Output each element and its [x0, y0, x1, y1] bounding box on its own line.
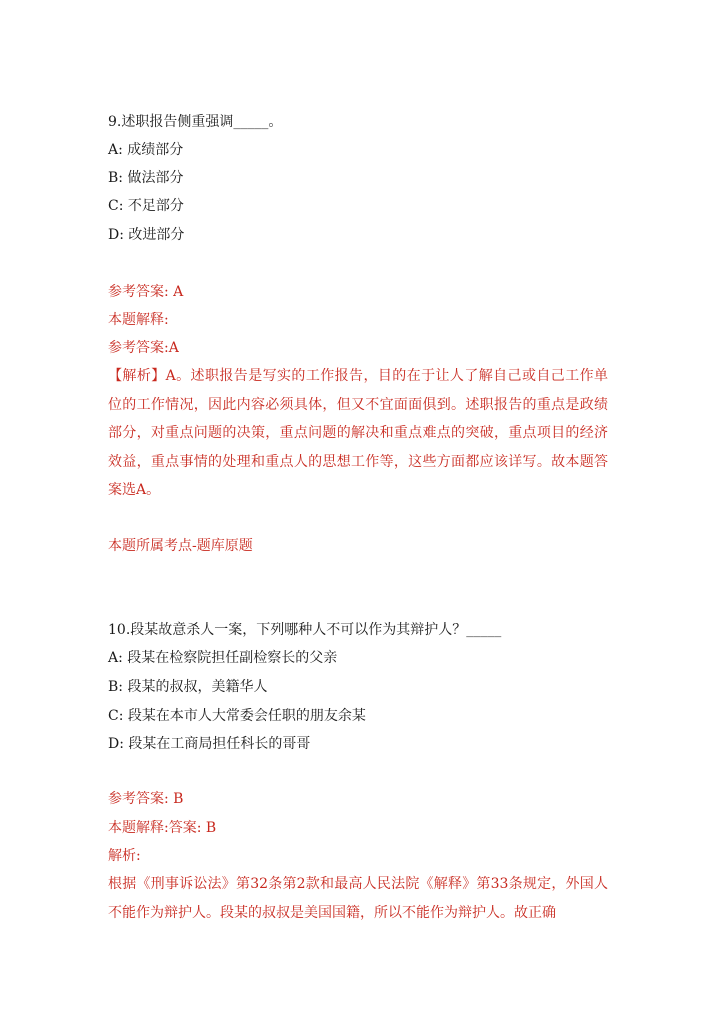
- question-9-topic: 本题所属考点-题库原题: [108, 538, 253, 554]
- question-10-explanation: 根据《刑事诉讼法》第32条第2款和最高人民法院《解释》第33条规定，外国人不能作为辩护人。段某的叔叔是美国国籍，所以不能作为辩护人。故正确: [108, 876, 608, 921]
- question-9-text: 9.述职报告侧重强调_____。: [108, 114, 283, 130]
- question-9-option-c: C: 不足部分: [108, 198, 184, 214]
- question-10-option-b: B: 段某的叔叔，美籍华人: [108, 679, 268, 695]
- question-9-option-b: B: 做法部分: [108, 170, 184, 186]
- question-10-option-d: D: 段某在工商局担任科长的哥哥: [108, 736, 311, 752]
- question-10-option-c: C: 段某在本市人大常委会任职的朋友余某: [108, 708, 366, 724]
- question-9-explanation: 【解析】A。述职报告是写实的工作报告，目的在于让人了解自己或自己工作单位的工作情况，因此内容必须具体，但又不宜面面俱到。述职报告的重点是政绩部分，对重点问题的决策，重点问题的解决和重点难点的突破，重点项目的经济效益，重点事情的处理和重点人的思想工作等，这些方面都应该详写。故本题答案选A。: [108, 368, 608, 499]
- question-9-explain-label: 本题解释:: [108, 312, 169, 328]
- question-9-option-d: D: 改进部分: [108, 227, 185, 243]
- question-10-answer: 参考答案: B: [108, 791, 184, 807]
- question-10-analysis-label: 解析:: [108, 848, 141, 864]
- question-9-answer: 参考答案: A: [108, 284, 184, 300]
- question-10-option-a: A: 段某在检察院担任副检察长的父亲: [108, 650, 338, 666]
- question-9-option-a: A: 成绩部分: [108, 142, 184, 158]
- question-9-answer-repeat: 参考答案:A: [108, 340, 179, 356]
- question-10-explain-label: 本题解释:答案: B: [108, 820, 217, 836]
- question-10-text: 10.段某故意杀人一案，下列哪种人不可以作为其辩护人？_____: [108, 622, 502, 638]
